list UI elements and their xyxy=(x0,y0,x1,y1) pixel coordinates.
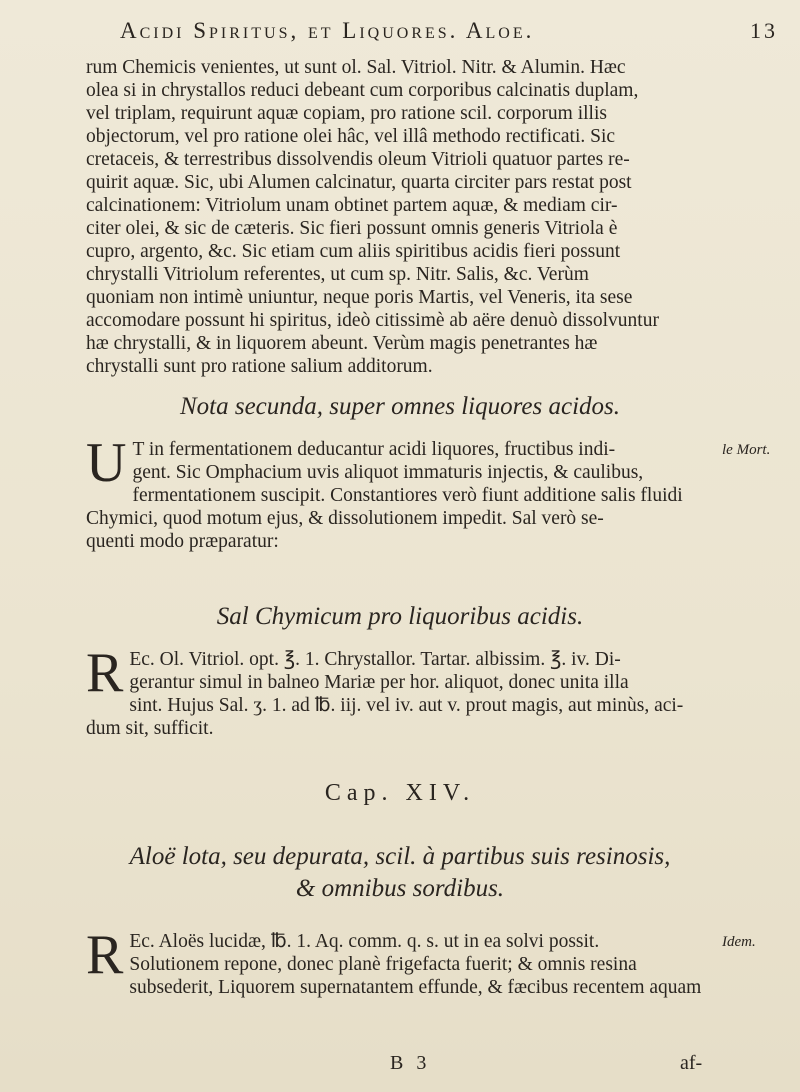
text-line: chrystalli Vitriolum referentes, ut cum sp. Nitr. Salis, &c. Verùm xyxy=(86,264,589,285)
running-head-title: Acidi Spiritus, et Liquores. Aloe. xyxy=(120,18,535,43)
paragraph-2 xyxy=(86,432,714,553)
text-line: chrystalli sunt pro ratione salium additorum. xyxy=(86,356,433,377)
paragraph-4 xyxy=(86,924,714,999)
section-heading-line-2: & omnibus sordibus. xyxy=(295,875,505,902)
text-line: Chymici, quod motum ejus, & dissolutionem impedit. Sal verò se- xyxy=(86,508,604,529)
signature-mark: B 3 xyxy=(390,1052,431,1074)
running-head xyxy=(120,18,778,58)
margin-note: le Mort. xyxy=(722,442,771,458)
text-line: citer olei, & sic de cæteris. Sic fieri possunt omnis generis Vitriola è xyxy=(86,218,618,239)
drop-cap: R xyxy=(86,924,124,986)
section-heading: Sal Chymicum pro liquoribus acidis. xyxy=(216,603,584,630)
text-line: objectorum, vel pro ratione olei hâc, vel illâ methodo rectificati. Sic xyxy=(86,126,616,147)
drop-cap: R xyxy=(86,642,124,704)
text-line: gerantur simul in balneo Mariæ per hor. aliquot, donec unita illa xyxy=(129,672,629,693)
text-line: rum Chemicis venientes, ut sunt ol. Sal. Vitriol. Nitr. & Alumin. Hæc xyxy=(86,57,626,78)
text-line: sint. Hujus Sal. ʒ. 1. ad ℔. iij. vel iv. aut v. prout magis, aut minùs, aci- xyxy=(129,695,684,716)
text-line: T in fermentationem deducantur acidi liquores, fructibus indi- xyxy=(132,439,616,460)
drop-cap: U xyxy=(86,432,127,494)
text-line: accomodare possunt hi spiritus, ideò citissimè ab aëre denuò dissolvuntur xyxy=(86,310,659,331)
text-line: quenti modo præparatur: xyxy=(86,531,279,552)
text-line: calcinationem: Vitriolum unam obtinet partem aquæ, & mediam cir- xyxy=(86,195,618,216)
page-number: 13 xyxy=(750,18,778,43)
text-line: fermentationem suscipit. Constantiores verò fiunt additione salis fluidi xyxy=(132,485,683,506)
text-line: Ec. Ol. Vitriol. opt. ℥. 1. Chrystallor. Tartar. albissim. ℥. iv. Di- xyxy=(129,649,621,670)
text-line: dum sit, sufficit. xyxy=(86,718,214,739)
text-line: vel triplam, requirunt aquæ copiam, pro ratione scil. corporum illis xyxy=(86,103,607,124)
text-line: Solutionem repone, donec planè frigefacta fuerit; & omnis resina xyxy=(129,954,637,975)
section-heading: Aloë lota, seu depurata, scil. à partibus suis resinosis, xyxy=(129,843,671,870)
text-line: olea si in chrystallos reduci debeant cum corporibus calcinatis duplam, xyxy=(86,80,639,101)
section-heading: Nota secunda, super omnes liquores acidos. xyxy=(179,393,620,420)
text-line: quirit aquæ. Sic, ubi Alumen calcinatur, quarta circiter pars restat post xyxy=(86,172,632,193)
margin-note: Idem. xyxy=(722,934,756,950)
text-line: Ec. Aloës lucidæ, ℔. 1. Aq. comm. q. s. ut in ea solvi possit. xyxy=(129,931,600,952)
paragraph-1 xyxy=(86,56,714,378)
paragraph-3 xyxy=(86,642,714,740)
chapter-title: Cap. XIV. xyxy=(324,780,476,806)
text-line: hæ chrystalli, & in liquorem abeunt. Verùm magis penetrantes hæ xyxy=(86,333,598,354)
text-line: cretaceis, & terrestribus dissolvendis oleum Vitrioli quatuor partes re- xyxy=(86,149,630,170)
text-line: gent. Sic Omphacium uvis aliquot immaturis injectis, & caulibus, xyxy=(132,462,644,483)
text-line: quoniam non intimè uniuntur, neque poris Martis, vel Veneris, ita sese xyxy=(86,287,633,308)
text-line: cupro, argento, &c. Sic etiam cum aliis spiritibus acidis fieri possunt xyxy=(86,241,621,262)
text-line: subsederit, Liquorem supernatantem effunde, & fæcibus recentem aquam xyxy=(129,977,702,998)
catchword: af- xyxy=(680,1052,703,1074)
